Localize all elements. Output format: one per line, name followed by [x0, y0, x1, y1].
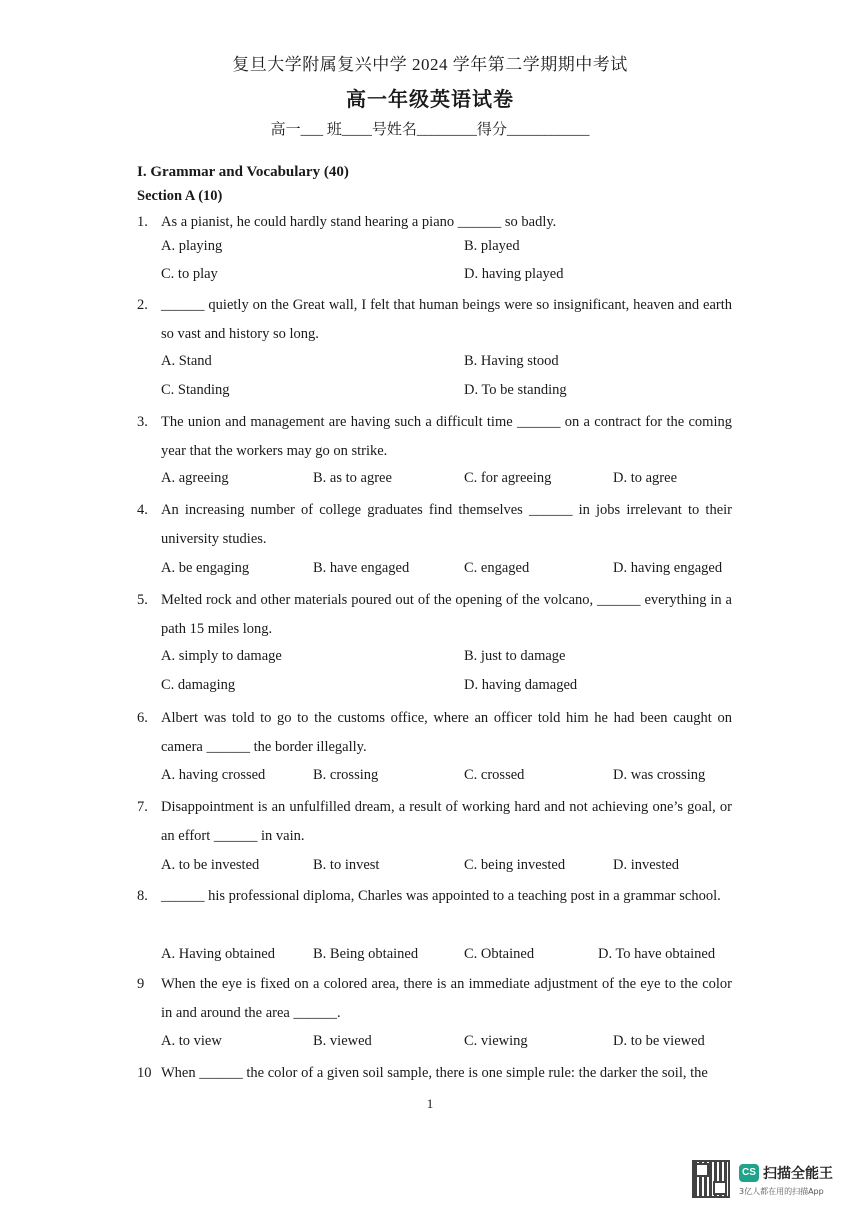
- option-d: D. invested: [613, 857, 680, 873]
- question-7: [137, 793, 732, 851]
- camscanner-logo-icon: CS: [739, 1164, 759, 1182]
- options-q5-row2: [161, 677, 736, 705]
- options-q4: [161, 560, 736, 588]
- option-c: C. damaging: [161, 677, 236, 693]
- option-a: A. Having obtained: [161, 946, 275, 962]
- option-c: C. viewing: [464, 1033, 528, 1049]
- question-number: 10: [137, 1065, 152, 1081]
- question-5: [137, 586, 732, 644]
- question-8: [137, 882, 732, 911]
- options-q3: [161, 470, 736, 498]
- option-d: D. having engaged: [613, 560, 723, 576]
- question-number: 9: [137, 976, 145, 992]
- question-6: [137, 704, 732, 762]
- option-a: A. agreeing: [161, 470, 229, 486]
- options-q1: [161, 238, 736, 266]
- question-3: [137, 408, 732, 466]
- student-info-text: 高一___ 班____号姓名________得分___________: [270, 122, 590, 138]
- option-c: C. crossed: [464, 767, 525, 783]
- question-1: [137, 208, 732, 237]
- question-number: 7.: [137, 799, 148, 815]
- option-b: B. have engaged: [313, 560, 410, 576]
- question-9: [137, 970, 732, 1028]
- option-a: A. simply to damage: [161, 648, 282, 664]
- qr-code-icon: [692, 1160, 730, 1198]
- option-a: A. having crossed: [161, 767, 266, 783]
- options-q2: [161, 353, 736, 381]
- paper-title: 高一年级英语试卷: [346, 89, 514, 111]
- option-d: D. having played: [464, 266, 564, 282]
- option-b: B. as to agree: [313, 470, 392, 486]
- question-stem: Melted rock and other materials poured out of the opening of the volcano, ______ everything in a path 15 miles long.: [161, 592, 732, 637]
- option-b: B. played: [464, 238, 520, 254]
- scanner-app-name: 扫描全能王: [763, 1166, 833, 1182]
- option-c: C. engaged: [464, 560, 530, 576]
- options-q9: [161, 1033, 736, 1061]
- question-stem: ______ his professional diploma, Charles was appointed to a teaching post in a grammar school.: [161, 888, 721, 904]
- question-number: 2.: [137, 297, 148, 313]
- question-stem: When the eye is fixed on a colored area, there is an immediate adjustment of the eye to the color in and around the area ______.: [161, 976, 732, 1021]
- option-a: A. to view: [161, 1033, 222, 1049]
- options-q1-row2: [161, 266, 736, 294]
- option-b: B. to invest: [313, 857, 380, 873]
- question-number: 8.: [137, 888, 148, 904]
- question-stem: Albert was told to go to the customs office, where an officer told him he had been caught on camera ______ the border illegally.: [161, 710, 732, 755]
- options-q6: [161, 767, 736, 795]
- options-q7: [161, 857, 736, 885]
- scanner-tagline: 3亿人都在用的扫描App: [739, 1187, 824, 1196]
- option-b: B. just to damage: [464, 648, 566, 664]
- question-number: 5.: [137, 592, 148, 608]
- student-info-line: [0, 118, 860, 139]
- option-a: A. to be invested: [161, 857, 260, 873]
- option-b: B. Having stood: [464, 353, 559, 369]
- section-heading: Section A (10): [137, 188, 223, 204]
- question-number: 1.: [137, 214, 148, 230]
- option-a: A. Stand: [161, 353, 212, 369]
- option-c: C. Obtained: [464, 946, 535, 962]
- question-number: 4.: [137, 502, 148, 518]
- option-d: D. to agree: [613, 470, 678, 486]
- options-q5: [161, 648, 736, 676]
- option-c: C. Standing: [161, 382, 230, 398]
- question-stem: The union and management are having such a difficult time ______ on a contract for the coming year that the workers may go on strike.: [161, 414, 732, 459]
- option-b: B. Being obtained: [313, 946, 419, 962]
- question-number: 3.: [137, 414, 148, 430]
- option-c: C. for agreeing: [464, 470, 552, 486]
- question-stem: ______ quietly on the Great wall, I felt that human beings were so insignificant, heaven and earth so vast and history so long.: [161, 297, 732, 342]
- option-c: C. being invested: [464, 857, 566, 873]
- option-d: D. To be standing: [464, 382, 567, 398]
- page-number: 1: [426, 1096, 434, 1111]
- option-b: B. viewed: [313, 1033, 372, 1049]
- option-d: D. was crossing: [613, 767, 706, 783]
- question-10: [137, 1059, 732, 1088]
- option-a: A. playing: [161, 238, 223, 254]
- question-number: 6.: [137, 710, 148, 726]
- question-stem: When ______ the color of a given soil sample, there is one simple rule: the darker the soil, the: [161, 1065, 708, 1081]
- option-c: C. to play: [161, 266, 218, 282]
- question-stem: An increasing number of college graduates find themselves ______ in jobs irrelevant to their university studies.: [161, 502, 732, 547]
- question-4: [137, 496, 732, 554]
- school-title: 复旦大学附属复兴中学 2024 学年第二学期期中考试: [232, 55, 628, 74]
- part-heading: I. Grammar and Vocabulary (40): [137, 164, 349, 180]
- options-q2-row2: [161, 382, 736, 410]
- scanner-watermark: [692, 1160, 852, 1202]
- question-2: [137, 291, 732, 349]
- option-a: A. be engaging: [161, 560, 250, 576]
- option-d: D. having damaged: [464, 677, 578, 693]
- option-d: D. To have obtained: [598, 946, 716, 962]
- option-d: D. to be viewed: [613, 1033, 705, 1049]
- question-stem: Disappointment is an unfulfilled dream, a result of working hard and not achieving one’s goal, or an effort ______ in vain.: [161, 799, 732, 844]
- option-b: B. crossing: [313, 767, 379, 783]
- question-stem: As a pianist, he could hardly stand hearing a piano ______ so badly.: [161, 214, 557, 230]
